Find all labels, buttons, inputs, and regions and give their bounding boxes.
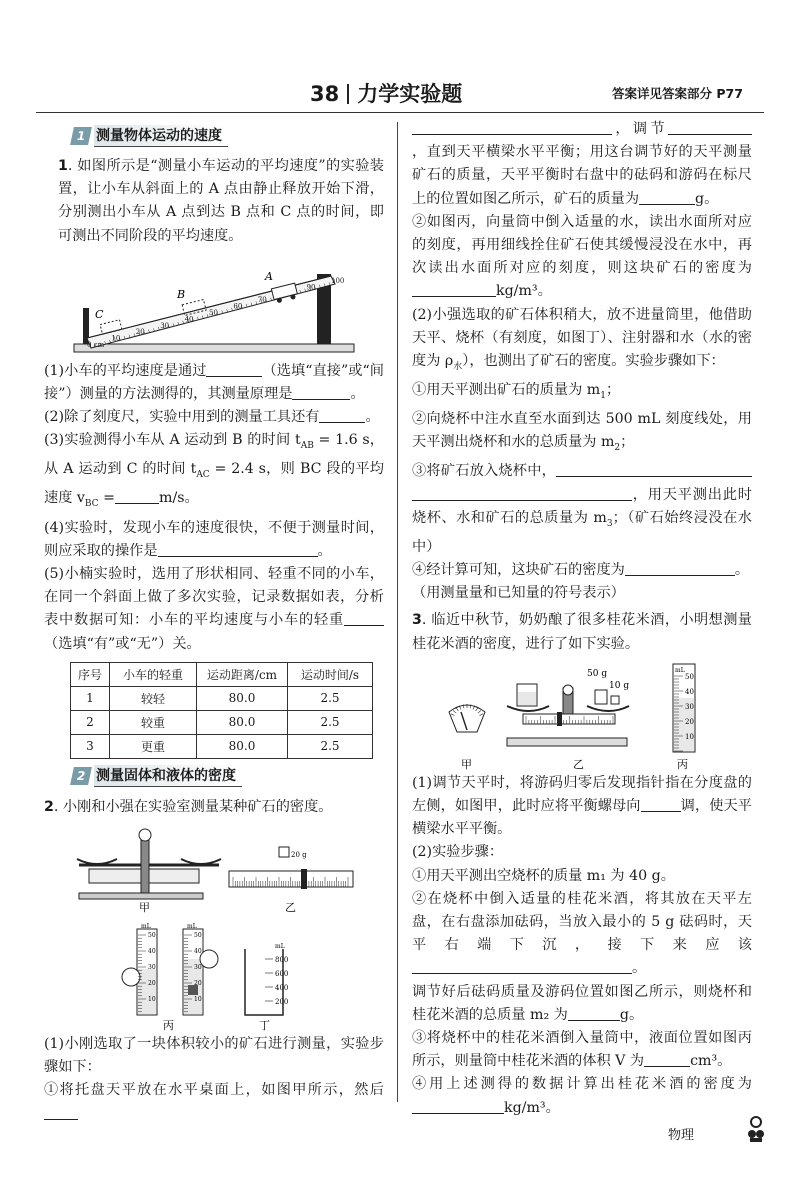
column-divider (397, 122, 398, 1102)
page-title: 38 力学实验题 (310, 82, 463, 106)
incline-figure (69, 256, 359, 360)
q2-step-t5: （用测量量和已知量的符号表示） (412, 585, 625, 602)
svg-text:20 g: 20 g (291, 850, 307, 859)
q1-part1: (1)小车的平均速度是通过 （选填“直接”或“间接”）测量的方法测得的，其测量原理是 。 (44, 362, 384, 403)
q1-table (70, 662, 373, 759)
q3-step1: ①用天平测出空烧杯的质量 m₁ 为 40 g。 (412, 867, 675, 884)
beaker-tick-label: 800 (275, 955, 289, 964)
q2-step-t3: ③将矿石放入烧杯中，，用天平测出此时烧杯、水和矿石的总质量为 $m_3$；（矿石始终浸没在水中） (412, 463, 752, 555)
ruler-tick-label: 50 (209, 308, 218, 317)
svg-text:甲: 甲 (461, 757, 472, 771)
svg-text:甲: 甲 (139, 900, 150, 914)
cylinder-tick-label: 50 (194, 931, 202, 939)
q2-step-t4: ④经计算可知，这块矿石的密度为 。 (412, 561, 750, 578)
q1-part3: (3)实验测得小车从 A 运动到 B 的时间 $t_{AB} = 1.6$ s，从 A 运动到 C 的时间 $t_{AC} = 2.4$ s，则 BC 段的平均速度 $v_{BC} = m/s$。 (44, 432, 384, 510)
q2-step-t1: ①用天平测出矿石的质量为 $m_1$； (412, 382, 621, 401)
ruler-tick-label: 10 (111, 334, 121, 343)
ruler-tick-label: 90 (306, 283, 316, 292)
q2-step-t2: ②向烧杯中注水直至水面到达 500 mL 刻度线处，用天平测出烧杯和水的总质量为 $m_2$； (412, 411, 752, 454)
cylinder-tick-label: 10 (148, 995, 156, 1003)
svg-text:50 g: 50 g (587, 668, 608, 679)
right-column (412, 118, 752, 1120)
subject-label: 物理 (668, 1128, 695, 1143)
q2-step2: ②如图丙，向量筒中倒入适量的水，读出水面所对应的刻度，再用细线拴住矿石使其缓慢浸没在水中，再次读出水面所对应的刻度，则这块矿石的密度为kg/m³。 (412, 213, 752, 300)
q1-stem: 1. 如图所示是“测量小车运动的平均速度”的实验装置，让小车从斜面上的 A 点由静止释放开始下滑，分别测出小车从 A 点到达 B 点和 C 点的时间，即可测出不同阶段的平均速度。 (58, 158, 384, 244)
q3-stem: 3. 临近中秋节，奶奶酿了很多桂花米酒，小明想测量桂花米酒的密度，进行了如下实验。 (412, 612, 752, 652)
svg-text:乙: 乙 (573, 757, 584, 771)
cylinder-tick-label: 10 (194, 995, 202, 1003)
q2-balance-figures (69, 825, 359, 915)
q2-step1-cont: ，调节，直到天平横梁水平平衡；用这台调节好的天平测量矿石的质量，天平平衡时右盘中的砝码和游码在标尺上的位置如图乙所示，矿石的质量为 g。 (412, 121, 752, 207)
left-column (44, 118, 384, 1126)
q3-step2b: 调节好后砝码质量及游码位置如图乙所示，则烧杯和桂花米酒的总质量 m₂ 为 g。 (412, 983, 752, 1023)
mascot-logo-icon (744, 1114, 768, 1144)
section-1-heading: 1 测量物体运动的速度 (72, 122, 384, 149)
ruler-tick-label: 20 (135, 328, 145, 337)
cylinder-tick-label: 50 (685, 672, 694, 681)
ruler-tick-label: 40 (184, 315, 194, 324)
table-header-row: 序号 小车的轻重 运动距离/cm 运动时间/s (71, 662, 373, 686)
cylinder-tick-label: 40 (685, 687, 694, 696)
table-row: 2 较重 80.0 2.5 (71, 710, 373, 734)
ruler-tick-label: 0 cm (87, 340, 105, 349)
svg-text:乙: 乙 (285, 900, 296, 914)
cylinder-tick-label: 40 (194, 947, 202, 955)
beaker-tick-label: 200 (275, 997, 289, 1006)
ruler-tick-label: 30 (160, 321, 170, 330)
ruler-tick-label: 60 (233, 302, 243, 311)
q3-step2: ②在烧杯中倒入适量的桂花米酒，将其放在天平左盘，在右盘添加砝码，当放入最小的 5 g 砝码时，天平右端下沉，接下来应该。 (412, 890, 752, 977)
cylinder-tick-label: 20 (194, 979, 202, 987)
svg-text:mL: mL (275, 942, 285, 950)
section-2-heading: 2 测量固体和液体的密度 (72, 763, 384, 790)
beaker-tick-label: 600 (275, 969, 289, 978)
answer-reference: 答案详见答案部分 P77 (612, 86, 743, 101)
svg-text:mL: mL (141, 922, 151, 930)
svg-text:丙: 丙 (163, 1018, 174, 1031)
q2-step1-start: ①将托盘天平放在水平桌面上，如图甲所示，然后 (44, 1079, 384, 1125)
ruler-tick-label: 100 (331, 276, 345, 285)
svg-text:10 g: 10 g (609, 680, 630, 691)
svg-text:C: C (95, 307, 104, 321)
q1-part5: (5)小楠实验时，选用了形状相同、轻重不同的小车，在同一个斜面上做了多次实验，记录数据如表，分析表中数据可知：小车的平均速度与小车的轻重（选填“有”或“无”）关。 (44, 565, 384, 652)
svg-text:mL: mL (675, 666, 685, 674)
svg-text:mL: mL (187, 922, 197, 930)
beaker-tick-label: 400 (275, 983, 289, 992)
q3-part1: (1)调节天平时，将游码归零后发现指针指在分度盘的左侧，如图甲，此时应将平衡螺母向 调，使天平横梁水平平衡。 (412, 774, 752, 838)
cylinder-tick-label: 10 (685, 732, 694, 741)
cylinder-tick-label: 40 (148, 947, 156, 955)
q1-part2: (2)除了刻度尺，实验中用到的测量工具还有 。 (44, 409, 380, 426)
cylinder-tick-label: 20 (148, 979, 156, 987)
q3-step4: ④用上述测得的数据计算出桂花米酒的密度为kg/m³。 (412, 1076, 752, 1116)
q2-stem: 2. 小刚和小强在实验室测量某种矿石的密度。 (44, 798, 333, 815)
ruler-tick-label: 70 (257, 296, 267, 305)
q2-part1: (1)小刚选取了一块体积较小的矿石进行测量，实验步骤如下： (44, 1035, 384, 1076)
cylinder-tick-label: 30 (194, 963, 202, 971)
table-row: 1 较轻 80.0 2.5 (71, 686, 373, 710)
svg-text:A: A (265, 269, 273, 283)
cylinder-tick-label: 30 (148, 963, 156, 971)
svg-text:丁: 丁 (259, 1018, 270, 1031)
svg-text:B: B (177, 287, 186, 301)
q3-step3: ③将烧杯中的桂花米酒倒入量筒中，液面位置如图丙所示，则量筒中桂花米酒的体积 V 为 cm³。 (412, 1030, 752, 1070)
table-row: 3 更重 80.0 2.5 (71, 734, 373, 758)
q2-part2: (2)小强选取的矿石体积稍大，放不进量筒里，他借助天平、烧杯（有刻度，如图丁）、注射器和水（水的密度为 $\rho_水$），也测出了矿石的密度。实验步骤如下： (412, 306, 752, 372)
q3-part2: (2)实验步骤： (412, 844, 504, 861)
cylinder-tick-label: 30 (685, 702, 694, 711)
header-rule (36, 112, 764, 113)
page-footer (0, 1124, 800, 1144)
cylinder-tick-label: 50 (148, 931, 156, 939)
q2-cylinder-figures (69, 919, 359, 1031)
svg-text:丙: 丙 (677, 757, 688, 771)
cylinder-tick-label: 20 (685, 717, 694, 726)
q3-figures (437, 660, 727, 772)
page-header (0, 78, 800, 108)
q1-part4: (4)实验时，发现小车的速度很快，不便于测量时间，则应采取的操作是 。 (44, 519, 384, 559)
